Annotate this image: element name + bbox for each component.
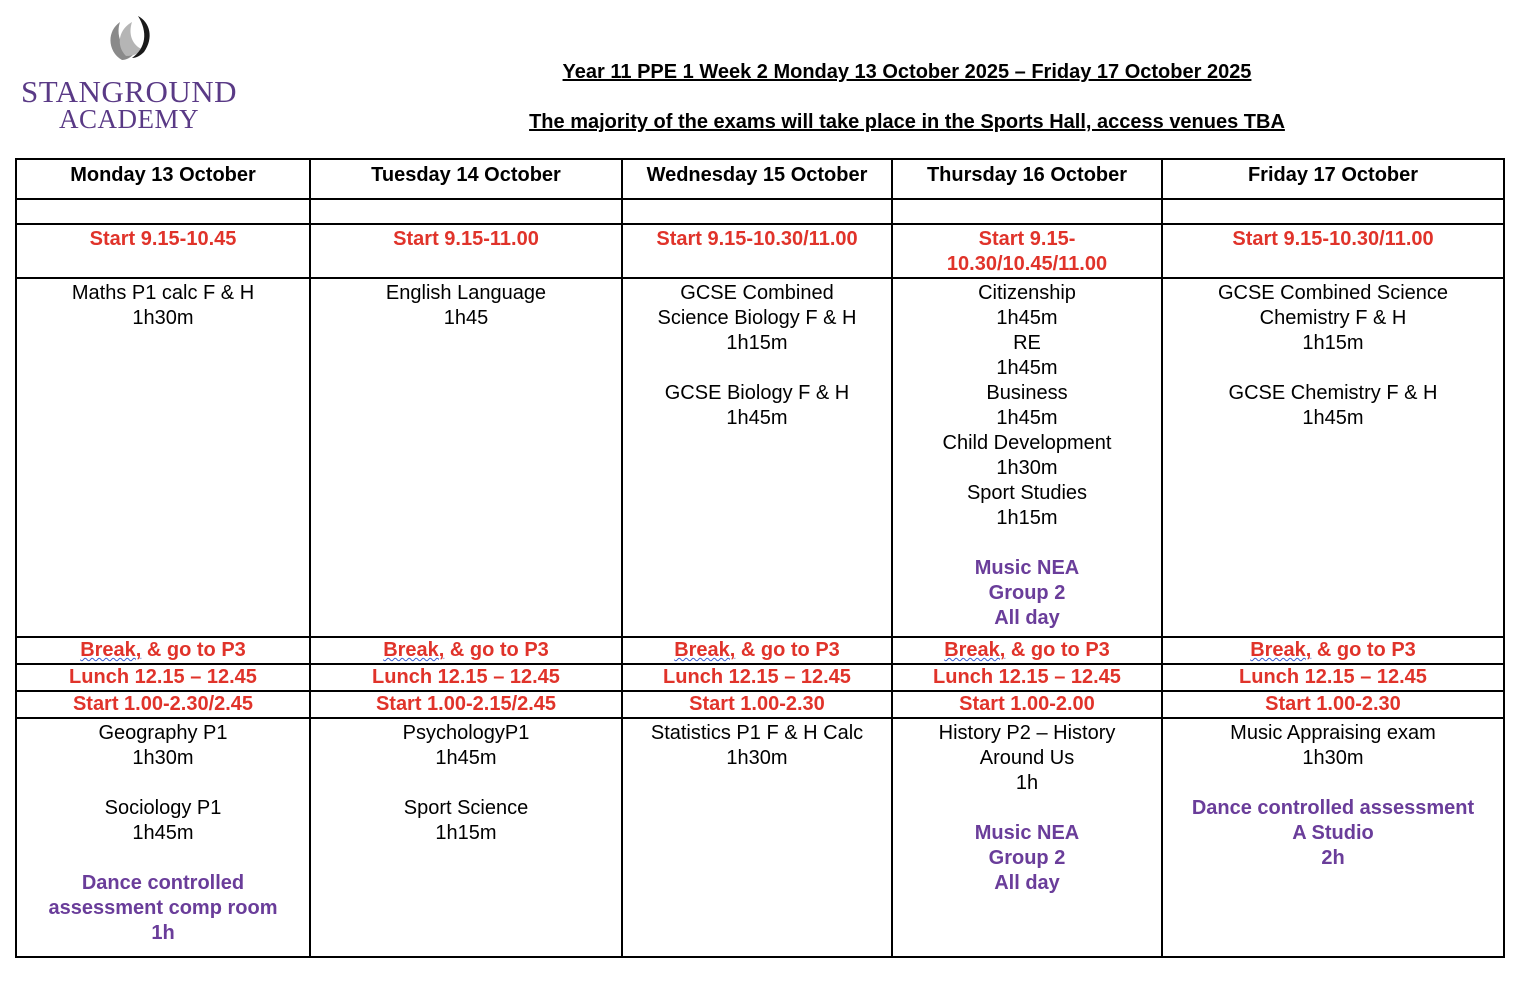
spacer [1167,356,1499,381]
afternoon-start-thursday: Start 1.00-2.00 [892,691,1162,718]
afternoon-exams-friday [1162,718,1504,957]
spacer-cell [622,199,892,224]
day-header-monday: Monday 13 October [16,159,310,199]
exam-timetable [15,158,1505,958]
academy-swoosh-icon [104,12,164,72]
day-header-row [16,159,1504,199]
break-cell-monday [16,637,310,664]
exam-line: Sport Studies [966,482,1088,504]
exam-line: Geography P1 [98,722,228,744]
note-line: Group 2 [988,582,1066,604]
morning-start-monday: Start 9.15-10.45 [16,224,310,278]
morning-exams-monday [16,278,310,637]
morning-exams-wednesday [622,278,892,637]
lunch-cell-thursday: Lunch 12.15 – 12.45 [892,664,1162,691]
exam-duration: 1h15m [1302,332,1364,354]
afternoon-start-tuesday: Start 1.00-2.15/2.45 [310,691,622,718]
day-header-thursday: Thursday 16 October [892,159,1162,199]
note-line: All day [994,872,1060,894]
exam-line: PsychologyP1 [402,722,530,744]
break-cell-tuesday [310,637,622,664]
exam-line: Business [986,382,1068,404]
break-word: Break, [1250,639,1312,661]
morning-start-wednesday: Start 9.15-10.30/11.00 [622,224,892,278]
exam-line: Chemistry F & H [1259,307,1407,329]
note-line: All day [994,607,1060,629]
exam-duration: 1h15m [996,507,1058,529]
spacer [897,531,1157,556]
day-header-tuesday: Tuesday 14 October [310,159,622,199]
exam-line: GCSE Combined Science [1217,282,1449,304]
spacer [897,796,1157,821]
spacer-cell [892,199,1162,224]
morning-exams-friday [1162,278,1504,637]
note-line: Group 2 [988,847,1066,869]
exam-line: GCSE Chemistry F & H [1228,382,1438,404]
exam-line: Around Us [979,747,1075,769]
spacer [1167,771,1499,796]
break-word: Break, [944,639,1006,661]
exam-duration: 1h45m [996,407,1058,429]
break-rest: & go to P3 [1311,639,1416,661]
morning-start-row [16,224,1504,278]
spacer-cell [310,199,622,224]
exam-line: GCSE Biology F & H [664,382,850,404]
lunch-cell-friday: Lunch 12.15 – 12.45 [1162,664,1504,691]
day-header-wednesday: Wednesday 15 October [622,159,892,199]
spacer [315,771,617,796]
exam-line: Statistics P1 F & H Calc [650,722,864,744]
lunch-row [16,664,1504,691]
exam-duration: 1h [1015,772,1039,794]
exam-line: RE [1013,332,1041,354]
afternoon-start-row [16,691,1504,718]
exam-duration: 1h15m [726,332,788,354]
break-cell-thursday [892,637,1162,664]
afternoon-exams-tuesday [310,718,622,957]
spacer [21,771,305,796]
note-line: Dance controlled [81,872,245,894]
exam-duration: 1h30m [132,307,194,329]
break-rest: & go to P3 [141,639,246,661]
note-line: Dance controlled assessment [1191,797,1475,819]
exam-duration: 1h30m [1302,747,1364,769]
afternoon-start-monday: Start 1.00-2.30/2.45 [16,691,310,718]
morning-exams-tuesday [310,278,622,637]
break-word: Break, [674,639,736,661]
afternoon-start-friday: Start 1.00-2.30 [1162,691,1504,718]
page-subtitle: The majority of the exams will take place in the Sports Hall, access venues TBA [529,111,1285,133]
spacer-cell [16,199,310,224]
break-rest: & go to P3 [735,639,840,661]
exam-line: Citizenship [978,282,1076,304]
break-rest: & go to P3 [1005,639,1110,661]
exam-line: English Language [385,282,547,304]
lunch-cell-monday: Lunch 12.15 – 12.45 [16,664,310,691]
note-line: Music NEA [974,822,1080,844]
logo-text-academy: ACADEMY [58,104,199,134]
exam-line: Sociology P1 [104,797,222,819]
note-line: 1h [151,922,175,944]
exam-duration: 1h45m [996,307,1058,329]
exam-line: Science Biology F & H [657,307,857,329]
exam-duration: 1h45m [726,407,788,429]
exam-duration: 1h45m [435,747,497,769]
exam-line: History P2 – History [938,722,1116,744]
spacer-row [16,199,1504,224]
exam-line: Maths P1 calc F & H [71,282,255,304]
note-line: Music NEA [974,557,1080,579]
afternoon-exams-row [16,718,1504,957]
school-logo [18,12,240,134]
break-cell-friday [1162,637,1504,664]
afternoon-start-wednesday: Start 1.00-2.30 [622,691,892,718]
morning-start-thursday [892,224,1162,278]
break-rest: & go to P3 [444,639,549,661]
exam-line: Sport Science [403,797,529,819]
spacer [627,356,887,381]
lunch-cell-tuesday: Lunch 12.15 – 12.45 [310,664,622,691]
morning-start-thursday-line1: Start 9.15- [978,228,1076,250]
exam-duration: 1h30m [132,747,194,769]
spacer-cell [1162,199,1504,224]
afternoon-exams-monday [16,718,310,957]
morning-start-friday: Start 9.15-10.30/11.00 [1162,224,1504,278]
morning-exams-thursday [892,278,1162,637]
spacer [21,846,305,871]
exam-duration: 1h30m [726,747,788,769]
afternoon-exams-thursday [892,718,1162,957]
exam-duration: 1h45 [443,307,489,329]
note-line: assessment comp room [48,897,278,919]
morning-exams-row [16,278,1504,637]
morning-start-thursday-line2: 10.30/10.45/11.00 [946,253,1108,275]
break-row [16,637,1504,664]
break-word: Break, [80,639,142,661]
exam-duration: 1h15m [435,822,497,844]
afternoon-exams-wednesday [622,718,892,957]
exam-line: GCSE Combined [680,282,834,304]
lunch-cell-wednesday: Lunch 12.15 – 12.45 [622,664,892,691]
exam-line: Child Development [942,432,1112,454]
exam-duration: 1h45m [1302,407,1364,429]
exam-duration: 1h45m [132,822,194,844]
logo-text-stanground: STANGROUND [20,74,238,109]
day-header-friday: Friday 17 October [1162,159,1504,199]
break-cell-wednesday [622,637,892,664]
note-line: 2h [1321,847,1345,869]
note-line: A Studio [1292,822,1374,844]
exam-duration: 1h45m [996,357,1058,379]
page-title: Year 11 PPE 1 Week 2 Monday 13 October 2025 – Friday 17 October 2025 [562,61,1252,83]
exam-duration: 1h30m [996,457,1058,479]
exam-line: Music Appraising exam [1230,722,1436,744]
morning-start-tuesday: Start 9.15-11.00 [310,224,622,278]
break-word: Break, [383,639,445,661]
